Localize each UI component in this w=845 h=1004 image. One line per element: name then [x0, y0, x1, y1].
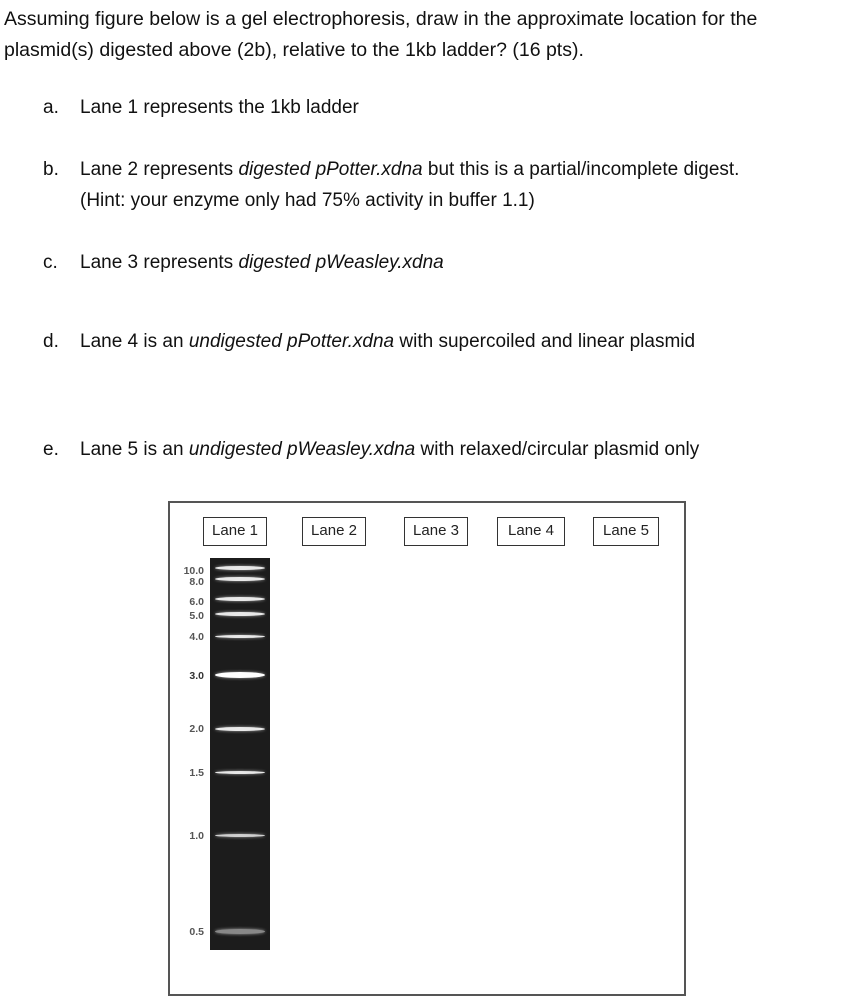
- ladder-lane: [210, 558, 270, 950]
- item-text: Lane 4 is an: [80, 331, 189, 352]
- item-label: a.: [43, 97, 59, 118]
- question-text: [4, 4, 844, 66]
- band-1-5kb: [215, 771, 265, 774]
- tick-3: 3.0: [189, 670, 204, 682]
- item-e: [43, 434, 700, 465]
- item-c: [43, 247, 444, 278]
- item-text: Lane 3 represents: [80, 252, 239, 273]
- item-text: Lane 1 represents the 1kb ladder: [80, 97, 359, 118]
- lane-5-label: Lane 5: [593, 517, 659, 546]
- item-text: Lane 5 is an: [80, 439, 189, 460]
- band-4kb: [215, 635, 265, 638]
- band-1kb: [215, 834, 265, 837]
- item-b-hint: (Hint: your enzyme only had 75% activity in buffer 1.1): [80, 190, 535, 211]
- item-emphasis: undigested pPotter.xdna: [188, 331, 395, 352]
- item-text: but this is a partial/incomplete digest.: [422, 159, 740, 180]
- item-text: Lane 2 represents: [80, 159, 239, 180]
- item-emphasis: digested pWeasley.xdna: [238, 252, 444, 273]
- item-text: with supercoiled and linear plasmid: [394, 331, 696, 352]
- item-label: c.: [43, 252, 58, 273]
- tick-1: 1.0: [189, 830, 204, 842]
- band-5kb: [215, 612, 265, 616]
- lane-3-label: Lane 3: [404, 517, 468, 546]
- tick-1-5: 1.5: [189, 767, 204, 779]
- tick-8: 8.0: [189, 576, 204, 588]
- lane-1-label: Lane 1: [203, 517, 267, 546]
- item-label: d.: [43, 331, 59, 352]
- question-line-1: Assuming figure below is a gel electrophoresis, draw in the approximate location for the: [4, 8, 758, 30]
- band-2kb: [215, 727, 265, 731]
- band-3kb: [215, 672, 265, 678]
- item-label: e.: [43, 439, 59, 460]
- item-label: b.: [43, 159, 59, 180]
- tick-0-5: 0.5: [189, 926, 204, 938]
- band-10kb: [215, 566, 265, 570]
- tick-6: 6.0: [189, 596, 204, 608]
- item-a: [43, 92, 359, 123]
- question-line-2: plasmid(s) digested above (2b), relative to the 1kb ladder? (16 pts).: [4, 39, 584, 61]
- tick-2: 2.0: [189, 723, 204, 735]
- band-6kb: [215, 597, 265, 601]
- item-emphasis: digested pPotter.xdna: [238, 159, 423, 180]
- tick-10: 10.0: [183, 565, 204, 577]
- band-0-5kb: [215, 929, 265, 934]
- band-8kb: [215, 577, 265, 581]
- lane-2-label: Lane 2: [302, 517, 366, 546]
- item-text: with relaxed/circular plasmid only: [415, 439, 700, 460]
- tick-5: 5.0: [189, 610, 204, 622]
- tick-4: 4.0: [189, 631, 204, 643]
- item-emphasis: undigested pWeasley.xdna: [188, 439, 416, 460]
- item-d: [43, 326, 696, 357]
- item-b: [43, 154, 740, 185]
- lane-4-label: Lane 4: [497, 517, 565, 546]
